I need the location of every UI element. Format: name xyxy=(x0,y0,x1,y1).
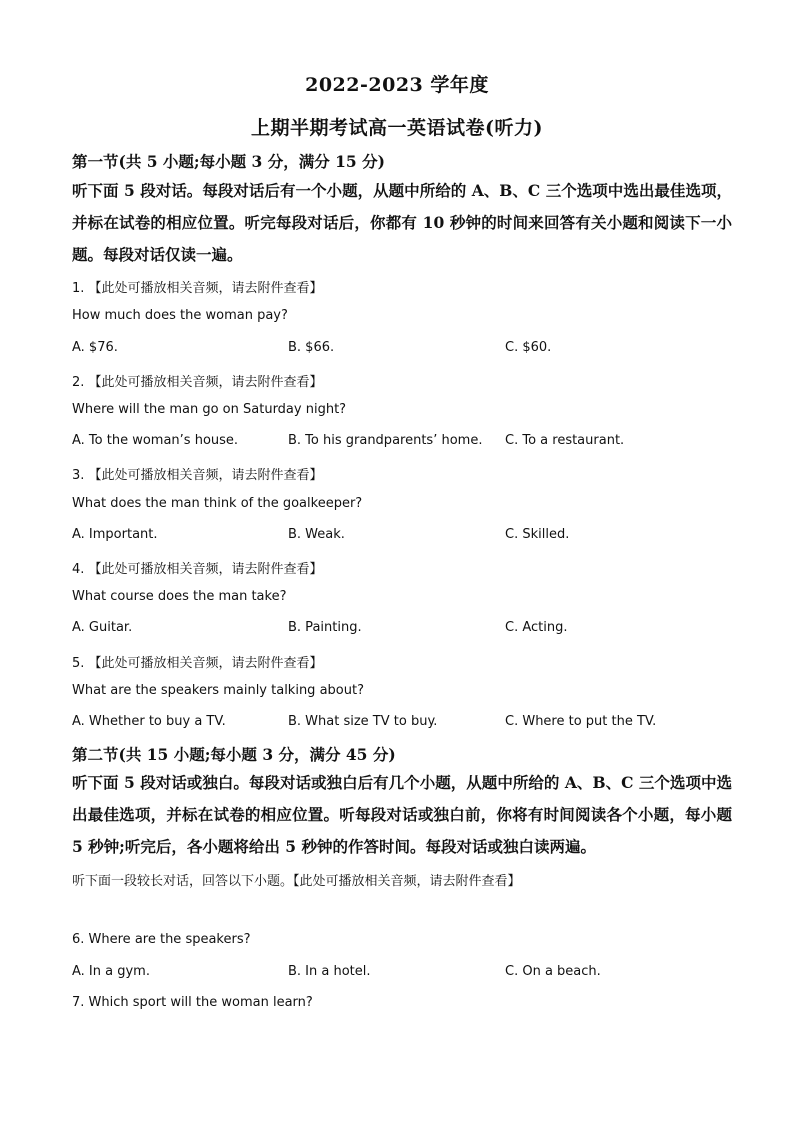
q6-option-b: B. In a hotel. xyxy=(288,964,371,979)
q4-option-c: C. Acting. xyxy=(505,620,568,635)
section1-instruction: 听下面 5 段对话。每段对话后有一个小题，从题中所给的 A、B、C 三个选项中选出最佳选项，并标在试卷的相应位置。听完每段对话后，你都有 10 秒钟的时间来回答有关小题和阅读下一小题。每段对话仅读一遍。 xyxy=(72,181,732,264)
passage-intro: 听下面一段较长对话，回答以下小题。【此处可播放相关音频，请去附件查看】 xyxy=(72,874,521,889)
q1-audio-note: 1. 【此处可播放相关音频，请去附件查看】 xyxy=(72,281,323,296)
q5-option-a: A. Whether to buy a TV. xyxy=(72,714,226,729)
q2-option-c: C. To a restaurant. xyxy=(505,433,625,448)
q3-question: What does the man think of the goalkeeper? xyxy=(72,496,363,511)
q5-option-c: C. Where to put the TV. xyxy=(505,714,657,729)
q2-option-a: A. To the woman’s house. xyxy=(72,433,239,448)
q5-option-b: B. What size TV to buy. xyxy=(288,714,438,729)
q5-question: What are the speakers mainly talking about? xyxy=(72,683,364,698)
q1-option-b: B. $66. xyxy=(288,340,335,355)
q1-question: How much does the woman pay? xyxy=(72,308,288,323)
q4-option-b: B. Painting. xyxy=(288,620,362,635)
section1-heading: 第一节(共 5 小题;每小题 3 分，满分 15 分) xyxy=(72,152,385,171)
q6-option-a: A. In a gym. xyxy=(72,964,150,979)
q4-question: What course does the man take? xyxy=(72,589,287,604)
q3-option-b: B. Weak. xyxy=(288,527,345,542)
q3-audio-note: 3. 【此处可播放相关音频，请去附件查看】 xyxy=(72,468,323,483)
exam-title: 上期半期考试高一英语试卷(听力) xyxy=(251,117,543,139)
q6-option-c: C. On a beach. xyxy=(505,964,601,979)
q2-question: Where will the man go on Saturday night? xyxy=(72,402,347,417)
q1-option-a: A. $76. xyxy=(72,340,118,355)
section2-heading: 第二节(共 15 小题;每小题 3 分，满分 45 分) xyxy=(72,745,396,764)
exam-year-title: 2022-2023 学年度 xyxy=(305,74,489,96)
q5-audio-note: 5. 【此处可播放相关音频，请去附件查看】 xyxy=(72,656,323,671)
section2-instruction: 听下面 5 段对话或独白。每段对话或独白后有几个小题，从题中所给的 A、B、C 三个选项中选出最佳选项，并标在试卷的相应位置。听每段对话或独白前，你将有时间阅读各个小题，每小题 5 秒钟;听完后，各小题将给出 5 秒钟的作答时间。每段对话或独白读两遍。 xyxy=(72,773,732,856)
q3-option-c: C. Skilled. xyxy=(505,527,570,542)
q2-audio-note: 2. 【此处可播放相关音频，请去附件查看】 xyxy=(72,375,323,390)
q4-audio-note: 4. 【此处可播放相关音频，请去附件查看】 xyxy=(72,562,323,577)
q6-question: 6. Where are the speakers? xyxy=(72,932,251,947)
q7-question: 7. Which sport will the woman learn? xyxy=(72,995,313,1010)
q2-option-b: B. To his grandparents’ home. xyxy=(288,433,483,448)
q4-option-a: A. Guitar. xyxy=(72,620,133,635)
q3-option-a: A. Important. xyxy=(72,527,158,542)
q1-option-c: C. $60. xyxy=(505,340,552,355)
